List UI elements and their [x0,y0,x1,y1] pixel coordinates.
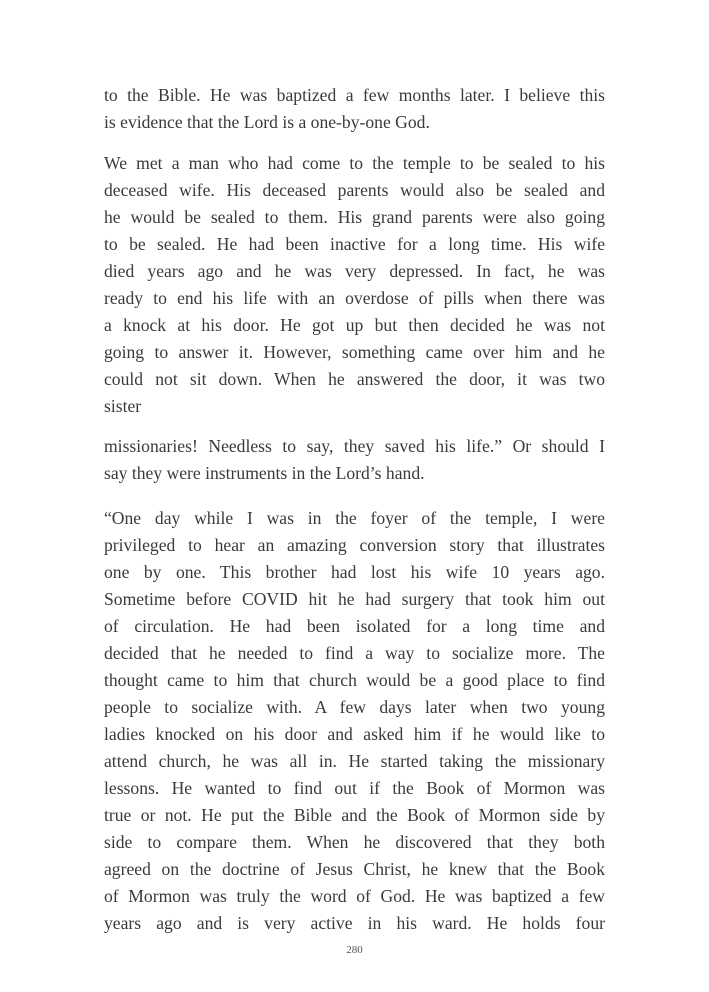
paragraph-1 [104,82,605,136]
text-line: We met a man who had come to the temple to be sealed to his [104,153,605,173]
text-line: one by one. This brother had lost his wife 10 years ago. [104,562,605,582]
text-line: thought came to him that church would be a good place to find [104,670,605,690]
text-line: say they were instruments in the Lord’s hand. [104,463,425,483]
text-line: missionaries! Needless to say, they saved his life.” Or should I [104,436,605,456]
text-line: ladies knocked on his door and asked him if he would like to [104,724,605,744]
text-line: going to answer it. However, something came over him and he [104,342,605,362]
text-line: Sometime before COVID hit he had surgery that took him out [104,589,605,609]
text-line: is evidence that the Lord is a one-by-one God. [104,112,430,132]
text-line: attend church, he was all in. He started taking the missionary [104,751,605,771]
text-line: decided that he needed to find a way to socialize more. The [104,643,605,663]
text-line: lessons. He wanted to find out if the Book of Mormon was [104,778,605,798]
text-line: agreed on the doctrine of Jesus Christ, he knew that the Book [104,859,605,879]
text-line: deceased wife. His deceased parents would also be sealed and [104,180,605,200]
text-line: sister [104,396,142,416]
text-line: of circulation. He had been isolated for a long time and [104,616,605,636]
text-line: true or not. He put the Bible and the Book of Mormon side by [104,805,605,825]
page-number: 280 [346,944,363,956]
paragraph-3 [104,433,605,487]
paragraph-2 [104,150,605,420]
text-line: people to socialize with. A few days later when two young [104,697,605,717]
text-line: to be sealed. He had been inactive for a long time. His wife [104,234,605,254]
text-line: years ago and is very active in his ward. He holds four [104,913,605,933]
text-line: “One day while I was in the foyer of the temple, I were [104,508,605,528]
text-line: of Mormon was truly the word of God. He was baptized a few [104,886,605,906]
text-line: ready to end his life with an overdose of pills when there was [104,288,605,308]
text-line: he would be sealed to them. His grand parents were also going [104,207,605,227]
text-line: died years ago and he was very depressed. In fact, he was [104,261,605,281]
text-line: a knock at his door. He got up but then decided he was not [104,315,605,335]
text-line: privileged to hear an amazing conversion story that illustrates [104,535,605,555]
paragraph-4 [104,505,605,937]
text-line: to the Bible. He was baptized a few months later. I believe this [104,85,605,105]
text-line: side to compare them. When he discovered that they both [104,832,605,852]
text-line: could not sit down. When he answered the door, it was two [104,369,605,389]
